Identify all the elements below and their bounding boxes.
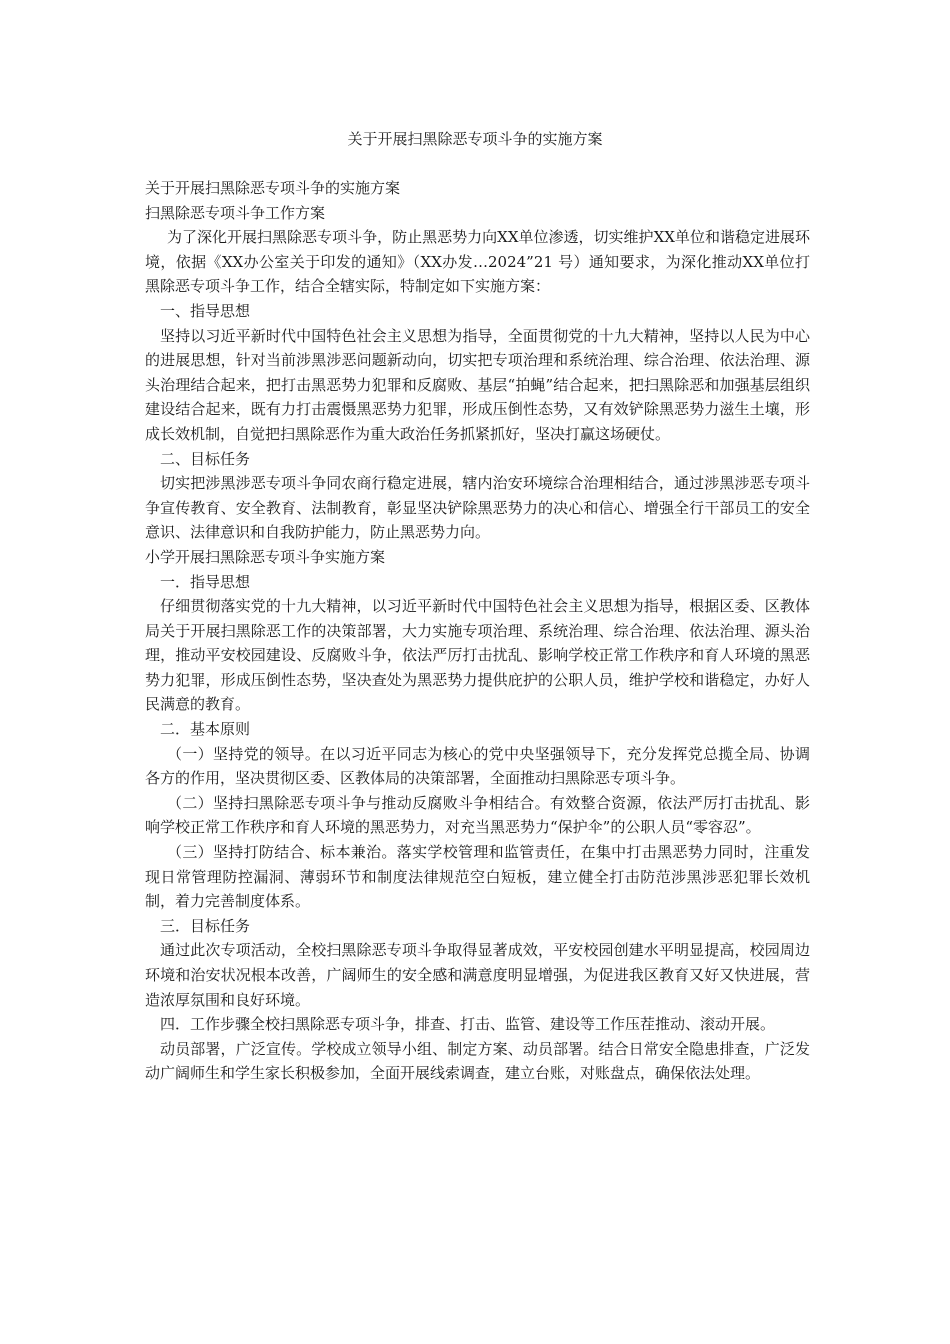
- paragraph: 二、目标任务: [160, 449, 251, 468]
- document-body: [145, 176, 810, 1086]
- paragraph: 仔细贯彻落实党的十九大精神，以习近平新时代中国特色社会主义思想为指导，根据区委、区教体局关于开展扫黑除恶工作的决策部署，大力实施专项治理、系统治理、综合治理、依法治理、源头治理，推动平安校园建设、反腐败斗争，依法严厉打击扰乱、影响学校正常工作秩序和育人环境的黑恶势力犯罪，形成压倒性态势，坚决查处为黑恶势力提供庇护的公职人员，维护学校和谐稳定，办好人民满意的教育。: [145, 597, 810, 714]
- paragraph: 一、指导思想: [160, 301, 251, 320]
- paragraph: （一）坚持党的领导。在以习近平同志为核心的党中央坚强领导下，充分发挥党总揽全局、协调各方的作用，坚决贯彻区委、区教体局的决策部署，全面推动扫黑除恶专项斗争。: [145, 744, 810, 788]
- paragraph: 扫黑除恶专项斗争工作方案: [145, 203, 326, 222]
- paragraph: （三）坚持打防结合、标本兼治。落实学校管理和监管责任，在集中打击黑恶势力同时，注重发现日常管理防控漏洞、薄弱环节和制度法律规范空白短板，建立健全打击防范涉黑涉恶犯罪长效机制，着力完善制度体系。: [145, 843, 810, 911]
- paragraph: 动员部署，广泛宣传。学校成立领导小组、制定方案、动员部署。结合日常安全隐患排查，广泛发动广阔师生和学生家长积极参加，全面开展线索调查，建立台账，对账盘点，确保依法处理。: [145, 1039, 810, 1083]
- paragraph: 一．指导思想: [160, 572, 251, 591]
- paragraph: 小学开展扫黑除恶专项斗争实施方案: [145, 547, 386, 566]
- document-title: 关于开展扫黑除恶专项斗争的实施方案: [347, 130, 603, 148]
- paragraph: （二）坚持扫黑除恶专项斗争与推动反腐败斗争相结合。有效整合资源，依法严厉打击扰乱、影响学校正常工作秩序和育人环境的黑恶势力，对充当黑恶势力“保护伞”的公职人员“零容忍”。: [145, 793, 810, 837]
- paragraph: 通过此次专项活动，全校扫黑除恶专项斗争取得显著成效，平安校园创建水平明显提高，校园周边环境和治安状况根本改善，广阔师生的安全感和满意度明显增强，为促进我区教育又好又快进展，营造浓厚氛围和良好环境。: [145, 941, 810, 1009]
- paragraph: 关于开展扫黑除恶专项斗争的实施方案: [145, 179, 401, 197]
- paragraph: 二．基本原则: [160, 720, 251, 739]
- paragraph: 四．工作步骤全校扫黑除恶专项斗争，排查、打击、监管、建设等工作压茬推动、滚动开展。: [160, 1015, 776, 1034]
- paragraph: 坚持以习近平新时代中国特色社会主义思想为指导，全面贯彻党的十九大精神，坚持以人民为中心的进展思想，针对当前涉黑涉恶问题新动向，切实把专项治理和系统治理、综合治理、依法治理、源头治理结合起来，把打击黑恶势力犯罪和反腐败、基层“拍蝇”结合起来，把扫黑除恶和加强基层组织建设结合起来，既有力打击震慑黑恶势力犯罪，形成压倒性态势，又有效铲除黑恶势力滋生土壤，形成长效机制，自觉把扫黑除恶作为重大政治任务抓紧抓好，坚决打赢这场硬仗。: [145, 326, 810, 443]
- paragraph: 为了深化开展扫黑除恶专项斗争，防止黑恶势力向XX单位渗透，切实维护XX单位和谐稳定进展环境，依据《XX办公室关于印发的通知》（XX办发…2024”21 号）通知要求，为深化推动XX单位打黑除恶专项斗争工作，结合全辖实际，特制定如下实施方案：: [145, 228, 810, 296]
- paragraph: 三．目标任务: [160, 916, 251, 935]
- paragraph: 切实把涉黑涉恶专项斗争同农商行稳定进展，辖内治安环境综合治理相结合，通过涉黑涉恶专项斗争宣传教育、安全教育、法制教育，彰显坚决铲除黑恶势力的决心和信心、增强全行干部员工的安全意识、法律意识和自我防护能力，防止黑恶势力向。: [145, 474, 810, 542]
